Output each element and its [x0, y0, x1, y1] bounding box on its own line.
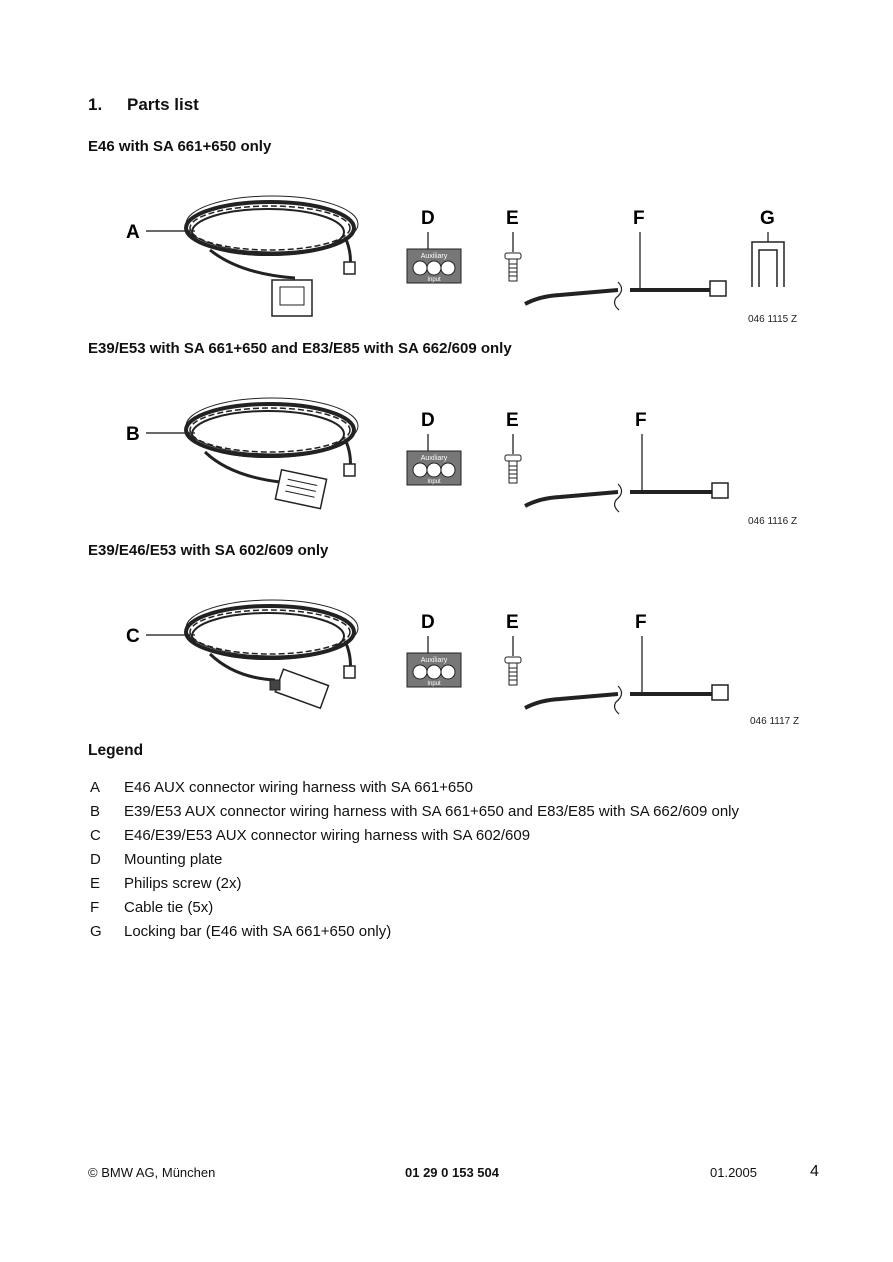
legend-key: E	[90, 875, 101, 892]
cable-label: B	[126, 424, 140, 445]
cable-tie-icon	[525, 685, 728, 714]
part-label-d: D	[421, 410, 435, 431]
legend-text: E39/E53 AUX connector wiring harness with SA 661+650 and E83/E85 with SA 662/609 only	[124, 803, 739, 820]
legend-key: F	[90, 899, 100, 916]
cable-label: A	[126, 222, 140, 243]
legend-text: Philips screw (2x)	[124, 875, 242, 892]
locking-bar-icon	[752, 242, 784, 287]
figure-id-2: 046 1116 Z	[748, 516, 798, 527]
wiring-harness-icon	[186, 196, 358, 316]
wiring-harness-icon	[186, 600, 358, 708]
figure-1	[100, 192, 840, 342]
screw-icon	[505, 657, 521, 685]
legend-text: E46 AUX connector wiring harness with SA 661+650	[124, 779, 473, 796]
legend-text: Mounting plate	[124, 851, 223, 868]
legend-key: G	[90, 923, 102, 940]
plate-text-bottom: Input	[427, 479, 441, 485]
figure-3	[100, 596, 840, 746]
screw-icon	[505, 253, 521, 281]
plate-text-top: Auxiliary	[420, 253, 448, 260]
legend-key: D	[90, 851, 101, 868]
legend-key: A	[90, 779, 101, 796]
section-title: Parts list	[127, 95, 199, 114]
plate-text-top: Auxiliary	[420, 455, 448, 462]
legend-title: Legend	[88, 742, 144, 759]
footer-copyright: © BMW AG, München	[88, 1165, 216, 1180]
part-label-f: F	[635, 612, 647, 633]
section-number: 1.	[88, 95, 103, 114]
group-heading-3: E39/E46/E53 with SA 602/609 only	[88, 542, 329, 559]
plate-text-bottom: Input	[427, 277, 441, 283]
legend-item	[90, 851, 739, 875]
legend-item	[90, 923, 739, 947]
group-heading-2: E39/E53 with SA 661+650 and E83/E85 with SA 662/609 only	[88, 340, 512, 357]
legend-item	[90, 827, 739, 851]
footer-date: 01.2005	[710, 1165, 757, 1180]
part-label-d: D	[421, 612, 435, 633]
part-label-g: G	[760, 208, 775, 229]
figure-id-3: 046 1117 Z	[750, 716, 800, 727]
figure-3-drawing	[100, 596, 840, 746]
part-label-e: E	[506, 410, 519, 431]
legend-list	[90, 779, 739, 947]
figure-1-drawing	[100, 192, 840, 342]
part-label-d: D	[421, 208, 435, 229]
part-label-e: E	[506, 612, 519, 633]
group-heading-1: E46 with SA 661+650 only	[88, 138, 272, 155]
part-label-f: F	[635, 410, 647, 431]
legend-text: Locking bar (E46 with SA 661+650 only)	[124, 923, 392, 940]
legend-text: Cable tie (5x)	[124, 899, 214, 916]
wiring-harness-icon	[186, 398, 358, 509]
screw-icon	[505, 455, 521, 483]
mounting-plate-icon	[407, 653, 461, 687]
figure-2	[100, 394, 840, 544]
part-label-e: E	[506, 208, 519, 229]
page-number: 4	[810, 1163, 819, 1180]
plate-text-bottom: Input	[427, 681, 441, 687]
legend-key: B	[90, 803, 101, 820]
legend-item	[90, 803, 739, 827]
section-heading	[88, 95, 199, 115]
figure-2-drawing	[100, 394, 840, 544]
mounting-plate-icon	[407, 249, 461, 283]
footer-part-number: 01 29 0 153 504	[405, 1165, 499, 1180]
cable-tie-icon	[525, 281, 726, 310]
legend-item	[90, 779, 739, 803]
legend-item	[90, 899, 739, 923]
plate-text-top: Auxiliary	[420, 657, 448, 664]
legend-text: E46/E39/E53 AUX connector wiring harness with SA 602/609	[124, 827, 531, 844]
legend-key: C	[90, 827, 101, 844]
cable-label: C	[126, 626, 140, 647]
figure-id-1: 046 1115 Z	[748, 314, 798, 325]
legend-item	[90, 875, 739, 899]
mounting-plate-icon	[407, 451, 461, 485]
cable-tie-icon	[525, 483, 728, 512]
part-label-f: F	[633, 208, 645, 229]
